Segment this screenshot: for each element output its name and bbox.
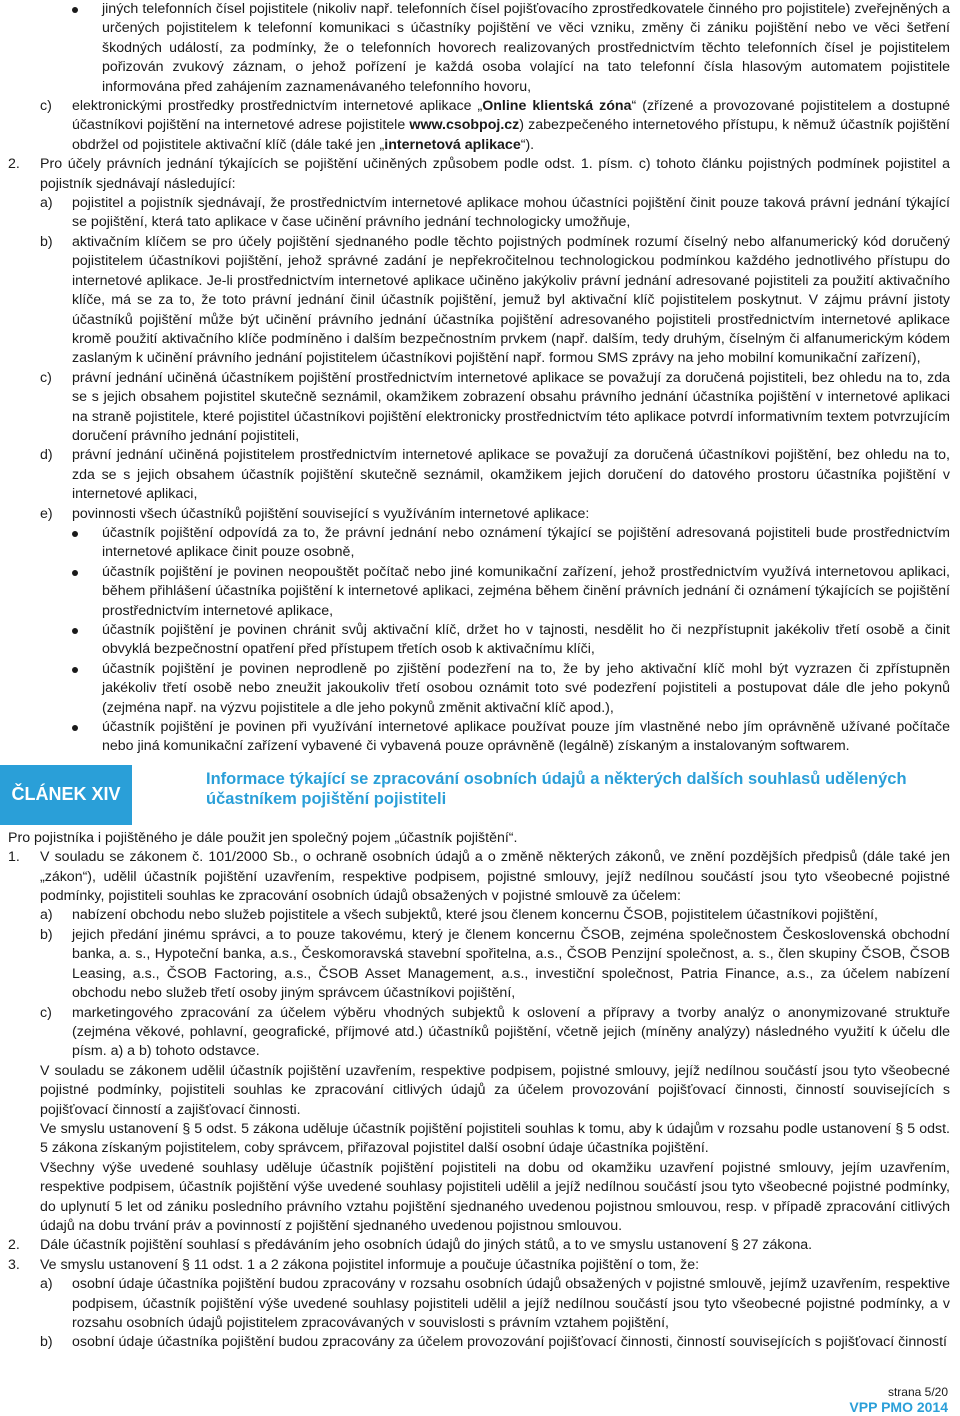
article-number: ČLÁNEK XIV (0, 765, 132, 825)
list-item (72, 718, 960, 757)
paragraph-text: Ve smyslu ustanovení § 5 odst. 5 zákona uděluje účastník pojištění pojistiteli souhlas k tomu, aby k údajům v rozsahu podle ustanovení § 5 odst. 5 zákona získaným pojistitelem, coby správcem, přiřazoval pojistitel další osobní údaje účastníka pojištění. (40, 1120, 950, 1157)
list-item (40, 194, 960, 233)
list-marker: c) (40, 1004, 52, 1021)
defined-term: internetová aplikace (384, 136, 521, 153)
numbered-paragraph (8, 155, 960, 194)
list-item (40, 233, 960, 369)
letter-list (0, 906, 960, 1061)
app-name: Online klientská zóna (482, 98, 632, 115)
list-item-text: aktivačním klíčem se pro účely pojištění sjednaného podle těchto pojistných podmínek rozumí číselný nebo alfanumerický kód doručený pojistitelem účastníkovi pojištění, jehož správné zadání je nepřekročitelnou technologickou podmínkou každého jednotlivého přístupu do internetové aplikace. Je-li prostřednictvím internetové aplikace učiněno jakýkoliv právní jednání adresované pojistiteli za použití aktivačního klíče, má se za to, že toto právní jednání činil účastník pojištění, jemuž byl aktivační klíč pojistitelem poskytnut. V zájmu právní jistoty účastníků pojištění může být učinění právního jednání účastníka pojištění adresovaného pojistiteli prostřednictvím internetové aplikace kromě použití aktivačního klíče podmíněno i dalším bezpečnostním prvkem (např. dalším, tedy druhým, číselným či alfanumerickým kódem zaslaným k učinění právního jednání pojistitelem účastníkovi pojištění např. formou SMS zprávy na jeho mobilní komunikační zařízení), (72, 233, 950, 367)
list-item-text: účastník pojištění je povinen chránit svůj aktivační klíč, držet ho v tajnosti, nesdělit ho či nezpřístupnit jakékoliv třetí osobě a činit obvyklá bezpečnostní opatření před přístupem třetích osob k aktivačnímu klíči, (102, 622, 950, 658)
product-code: VPP PMO 2014 (849, 1399, 948, 1415)
bullet-list (0, 524, 960, 757)
paragraph-text: Všechny výše uvedené souhlasy uděluje účastník pojištění pojistiteli na dobu od okamžiku uzavření pojistné smlouvy, jejím uzavřením, respektive podpisem, účastník pojištění výše uvedené souhlasy pojistiteli udělil a jejíž nedílnou součástí jsou tyto všeobecné pojistné podmínky, do uplynutí 5 let od zániku posledního právního vztahu pojištění sjednaného uvedenou pojistnou smlouvou, resp. v případě zpracování citlivých údajů na dobu trvání práv a povinností z pojištění sjednaného uvedenou pojistnou smlouvou. (40, 1159, 950, 1234)
list-item-text: jejich předání jinému správci, a to pouze takovému, který je členem koncernu ČSOB, zejména společnostem Československá obchodní banka, a. s., Hypoteční banka, a.s., Českomoravská stavební spořitelna, a.s., ČSOB Penzijní společnost, a. s., člen skupiny ČSOB, ČSOB Leasing, a.s., ČSOB Factoring, a.s., ČSOB Asset Management, a.s., investiční společnost, Patria Finance, a.s., za účelem nabízení obchodu nebo služeb třetí osoby jiným správcem účastníkovi pojištění, (72, 926, 950, 1002)
numbered-paragraph (8, 1256, 960, 1275)
section-title: Informace týkající se zpracování osobních údajů a některých dalších souhlasů udělených účastníkem pojištění pojistiteli (206, 769, 907, 808)
list-marker: a) (40, 1276, 53, 1293)
list-item (40, 369, 960, 447)
list-marker: a) (40, 907, 53, 924)
numbered-paragraph (8, 1236, 960, 1255)
list-item-text: jiných telefonních čísel pojistitele (nikoliv např. telefonních čísel pojišťovacího zprostředkovatele činného pro pojistitele) zveřejněných a určených pojistitelem k telefonní komunikaci s účastníky pojištění ve věci vzniku, změny či zániku pojištění nebo ve věci šetření škodných událostí, za podmínky, že o telefonních hovorech realizovaných prostřednictvím těchto telefonních čísel je pojistitelem pořizován zvukový záznam, o jehož pořízení je každá osoba volající na tato telefonní čísla hlasovým automatem pojistitele informována před zahájením zaznamenávaného telefonního hovoru, (102, 1, 950, 95)
list-item-text: účastník pojištění je povinen neopouštět počítač nebo jiné komunikační zařízení, jehož prostřednictvím využívá internetovou aplikaci, během přihlášení účastníka pojištění k internetové aplikaci, zejména během činění právních jednání či oznámení týkajících se pojištění prostřednictvím internetové aplikace, (102, 563, 950, 619)
list-item (40, 505, 960, 524)
list-item-text: pojistitel a pojistník sjednávají, že prostřednictvím internetové aplikace mohou účastníci pojištění činit pouze taková právní jednání týkající se pojištění, která tato aplikace v čase učinění právního jednání technologicky umožňuje, (72, 195, 950, 231)
list-item (72, 660, 960, 718)
numbered-paragraph (8, 848, 960, 906)
list-item (40, 1333, 960, 1352)
list-item (40, 97, 960, 155)
paragraph-number: 1. (8, 849, 20, 866)
paragraph-number: 2. (8, 1237, 20, 1254)
paragraph-text: V souladu se zákonem č. 101/2000 Sb., o ochraně osobních údajů a o změně některých zákonů, ve znění pozdějších předpisů (dále také jen „zákon“), udělil účastník pojištění uzavřením, respektive podpisem, pojistné smlouvy, jejíž nedílnou součástí jsou tyto všeobecné pojistné podmínky, pojistiteli souhlas ke zpracování osobních údajů obsažených v pojistné smlouvě za účelem: (40, 849, 950, 905)
paragraph-text: Ve smyslu ustanovení § 11 odst. 1 a 2 zákona pojistitel informuje a poučuje účastníka pojištění o tom, že: (40, 1256, 700, 1273)
list-marker: c) (40, 369, 52, 386)
list-item (40, 446, 960, 504)
page-footer (849, 1385, 948, 1415)
letter-list (0, 1275, 960, 1353)
list-marker: a) (40, 195, 53, 212)
list-marker: b) (40, 1334, 53, 1351)
website-link[interactable]: www.csobpoj.cz (409, 117, 520, 134)
intro-text: Pro pojistníka i pojištěného je dále použit jen společný pojem „účastník pojištění“. (8, 829, 518, 846)
list-marker: b) (40, 926, 53, 943)
list-item (72, 524, 960, 563)
section-header (0, 765, 960, 829)
bullet-icon (72, 0, 102, 19)
list-item-text: právní jednání učiněná účastníkem pojištění prostřednictvím internetové aplikace se považují za doručená pojistiteli, bez ohledu na to, zda se s jejich obsahem pojistitel skutečně seznámil, okamžikem zobrazení obsahu právního jednání účastníka pojištění v internetové aplikaci na straně pojistitele, které pojistitel účastníkovi pojištění elektronicky prostřednictvím této aplikace potvrdí informativním textem potvrzujícím doručení právního jednání pojistiteli, (72, 369, 950, 444)
list-item-text: právní jednání učiněná pojistitelem prostřednictvím internetové aplikace se považují za doručená účastníkovi pojištění, bez ohledu na to, zda se s jejich obsahem účastník pojištění skutečně seznámil, okamžikem jejich doručení do datového prostoru účastníka pojištění v internetové aplikaci, (72, 447, 950, 503)
bullet-icon (72, 524, 102, 543)
list-item-text: účastník pojištění je povinen při využívání internetové aplikace používat pouze jím vlastněné nebo jím oprávněně užívané počítače nebo jiná komunikační zařízení vybavené či vybavená pouze oprávněně (legálně) získaným a instalovaným softwarem. (102, 719, 950, 755)
paragraph-text: V souladu se zákonem udělil účastník pojištění uzavřením, respektive podpisem, pojistné smlouvy, jejíž nedílnou součástí jsou tyto všeobecné pojistné podmínky, pojistiteli souhlas ke zpracování citlivých údajů za účelem provozování pojišťovací činnosti, činností souvisejících s pojišťovací činností a zajišťovací činnosti. (40, 1062, 950, 1118)
list-item (72, 0, 960, 97)
list-item (72, 563, 960, 621)
paragraph-text: Pro účely právních jednání týkajících se pojištění učiněných způsobem podle odst. 1. písm. c) tohoto článku pojistných podmínek pojistitel a pojistník sjednávají následující: (40, 156, 950, 192)
list-item-text: marketingového zpracování za účelem výběru vhodných subjektů k oslovení a přípravy a tvorby analýz o anonymizované struktuře (zejména věkové, pohlavní, geografické, příjmové atd.) účastníků pojištění, včetně jejich (míněny analýzy) následného využití k účelu dle písm. a) a b) tohoto odstavce. (72, 1004, 950, 1060)
paragraph-text: Dále účastník pojištění souhlasí s předáváním jeho osobních údajů do jiných států, a to ve smyslu ustanovení § 27 zákona. (40, 1237, 813, 1254)
list-item (40, 926, 960, 1004)
list-marker: d) (40, 447, 53, 464)
list-item (72, 621, 960, 660)
list-marker: b) (40, 233, 53, 250)
list-item-text: účastník pojištění je povinen neprodleně po zjištění podezření na to, že by jeho aktivační klíč mohl být vyzrazen či zpřístupněn jakékoliv třetí osobě nebo zneužit jakoukoliv třetí osobou oznámit toto své podezření pojistiteli a postupovat dále dle jeho pokynů (zejména např. na výzvu pojistitele a dle jeho pokynů změnit aktivační klíč apod.), (102, 660, 950, 716)
bullet-icon (72, 660, 102, 679)
list-marker: c) (40, 98, 52, 115)
list-item-text: účastník pojištění odpovídá za to, že právní jednání nebo oznámení týkající se pojištění adresovaná pojistiteli bude prostřednictvím internetové aplikace činit pouze osobně, (102, 524, 950, 561)
paragraph-group (0, 1062, 960, 1237)
list-item-text: osobní údaje účastníka pojištění budou zpracovány za účelem provozování pojišťovací činnosti, činností souvisejících s pojišťovací činností (72, 1334, 947, 1351)
list-item (40, 1275, 960, 1333)
letter-list (0, 194, 960, 524)
list-item-text: povinnosti všech účastníků pojištění související s využíváním internetové aplikace: (72, 505, 590, 522)
list-item-text: nabízení obchodu nebo služeb pojistitele a všech subjektů, které jsou členem koncernu ČSOB, pojistitelem účastníkovi pojištění, (72, 907, 878, 924)
paragraph-number: 3. (8, 1256, 20, 1273)
bullet-icon (72, 621, 102, 640)
list-item-text: elektronickými prostředky prostřednictvím internetové aplikace „Online klientská zóna“ (zřízené a provozované pojistitelem a dostupné účastníkovi pojištění na internetové adrese pojistitele www.csobpoj.cz) zabezpečeného internetového přístupu, k němuž účastník pojištění obdržel od pojistitele aktivační klíč (dále také jen „internetová aplikace“). (72, 98, 950, 153)
list-item-text: osobní údaje účastníka pojištění budou zpracovány v rozsahu osobních údajů obsažených v pojistné smlouvě, jejímž uzavřením, respektive podpisem, účastník pojištění výše uvedené souhlasy pojistiteli udělil a jejíž nedílnou součástí jsou tyto všeobecné pojistné podmínky, a v rozsahu osobních údajů pojistitelem zpracovávaných v souvislosti s právním vztahem pojištění, (72, 1276, 950, 1331)
page-number: strana 5/20 (887, 1385, 948, 1399)
list-item (40, 1004, 960, 1062)
list-item (40, 906, 960, 925)
paragraph-number: 2. (8, 156, 20, 173)
bullet-icon (72, 563, 102, 582)
bullet-icon (72, 718, 102, 737)
list-marker: e) (40, 505, 53, 522)
